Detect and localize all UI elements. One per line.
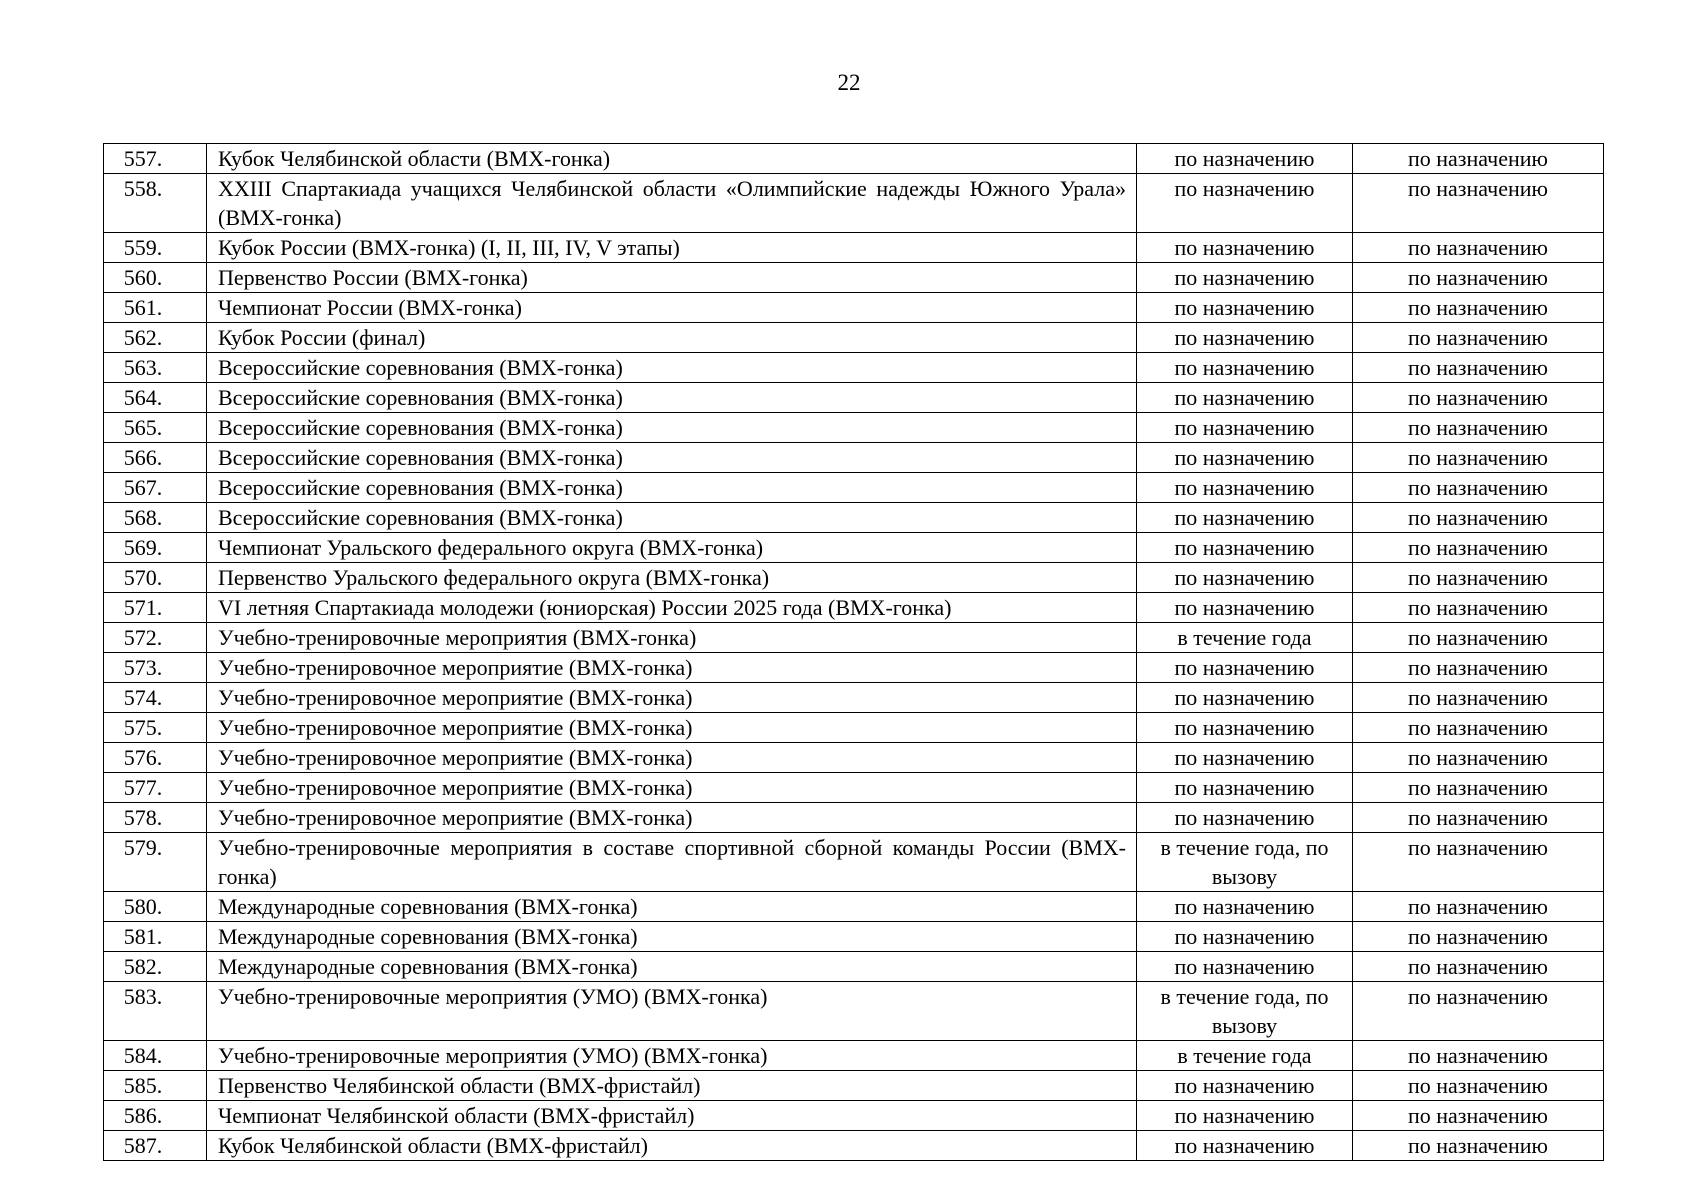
table-row (104, 533, 1604, 563)
event-name-cell: Кубок Челябинской области (ВМХ-гонка) (207, 144, 1137, 174)
event-name-cell: Учебно-тренировочное мероприятие (ВМХ-гонка) (207, 713, 1137, 743)
event-name-cell: Чемпионат Челябинской области (ВМХ-фристайл) (207, 1101, 1137, 1131)
row-number-cell: 580. (104, 892, 207, 922)
event-date-cell: по назначению (1137, 174, 1353, 233)
event-name-cell: Международные соревнования (ВМХ-гонка) (207, 892, 1137, 922)
table-row (104, 353, 1604, 383)
event-name-cell: Чемпионат Уральского федерального округа (ВМХ-гонка) (207, 533, 1137, 563)
row-number-cell: 566. (104, 443, 207, 473)
event-place-cell: по назначению (1353, 743, 1604, 773)
event-place-cell: по назначению (1353, 713, 1604, 743)
event-date-cell: по назначению (1137, 713, 1353, 743)
row-number-cell: 572. (104, 623, 207, 653)
event-date-cell: по назначению (1137, 323, 1353, 353)
table-row (104, 773, 1604, 803)
row-number-cell: 570. (104, 563, 207, 593)
event-name-cell: Всероссийские соревнования (ВМХ-гонка) (207, 413, 1137, 443)
event-name-cell: Международные соревнования (ВМХ-гонка) (207, 922, 1137, 952)
event-date-cell: по назначению (1137, 1071, 1353, 1101)
event-place-cell: по назначению (1353, 593, 1604, 623)
row-number-cell: 559. (104, 233, 207, 263)
event-place-cell: по назначению (1353, 1131, 1604, 1161)
event-date-cell: по назначению (1137, 413, 1353, 443)
event-date-cell: по назначению (1137, 593, 1353, 623)
row-number-cell: 562. (104, 323, 207, 353)
event-name-cell: Учебно-тренировочные мероприятия в составе спортивной сборной команды России (ВМХ-гонка) (207, 833, 1137, 892)
event-place-cell: по назначению (1353, 982, 1604, 1041)
event-date-cell: по назначению (1137, 383, 1353, 413)
table-row (104, 383, 1604, 413)
event-date-cell: в течение года (1137, 1041, 1353, 1071)
event-place-cell: по назначению (1353, 892, 1604, 922)
table-row (104, 892, 1604, 922)
event-date-cell: по назначению (1137, 743, 1353, 773)
row-number-cell: 574. (104, 683, 207, 713)
page-number: 22 (837, 70, 861, 95)
table-row (104, 323, 1604, 353)
event-name-cell: Всероссийские соревнования (ВМХ-гонка) (207, 383, 1137, 413)
table-row (104, 263, 1604, 293)
event-name-cell: Учебно-тренировочные мероприятия (УМО) (ВМХ-гонка) (207, 1041, 1137, 1071)
event-name-cell: Международные соревнования (ВМХ-гонка) (207, 952, 1137, 982)
row-number-cell: 585. (104, 1071, 207, 1101)
table-row (104, 1101, 1604, 1131)
row-number-cell: 578. (104, 803, 207, 833)
table-row (104, 233, 1604, 263)
event-place-cell: по назначению (1353, 653, 1604, 683)
row-number-cell: 560. (104, 263, 207, 293)
table-row (104, 174, 1604, 233)
event-place-cell: по назначению (1353, 563, 1604, 593)
event-place-cell: по назначению (1353, 952, 1604, 982)
table-row (104, 623, 1604, 653)
event-place-cell: по назначению (1353, 503, 1604, 533)
event-date-cell: по назначению (1137, 653, 1353, 683)
row-number-cell: 587. (104, 1131, 207, 1161)
event-place-cell: по назначению (1353, 833, 1604, 892)
row-number-cell: 561. (104, 293, 207, 323)
event-name-cell: Чемпионат России (ВМХ-гонка) (207, 293, 1137, 323)
event-place-cell: по назначению (1353, 1041, 1604, 1071)
event-date-cell: по назначению (1137, 144, 1353, 174)
row-number-cell: 582. (104, 952, 207, 982)
row-number-cell: 565. (104, 413, 207, 443)
event-date-cell: по назначению (1137, 1131, 1353, 1161)
table-row (104, 413, 1604, 443)
event-place-cell: по назначению (1353, 922, 1604, 952)
event-date-cell: по назначению (1137, 503, 1353, 533)
row-number-cell: 576. (104, 743, 207, 773)
event-place-cell: по назначению (1353, 383, 1604, 413)
event-name-cell: Первенство Челябинской области (ВМХ-фристайл) (207, 1071, 1137, 1101)
row-number-cell: 581. (104, 922, 207, 952)
table-row (104, 144, 1604, 174)
event-name-cell: Учебно-тренировочные мероприятия (УМО) (ВМХ-гонка) (207, 982, 1137, 1041)
event-name-cell: XXIII Спартакиада учащихся Челябинской области «Олимпийские надежды Южного Урала» (ВМХ-гонка) (207, 174, 1137, 233)
event-date-cell: по назначению (1137, 773, 1353, 803)
event-date-cell: по назначению (1137, 683, 1353, 713)
event-place-cell: по назначению (1353, 623, 1604, 653)
event-date-cell: в течение года, по вызову (1137, 833, 1353, 892)
table-row (104, 922, 1604, 952)
row-number-cell: 567. (104, 473, 207, 503)
table-row (104, 593, 1604, 623)
event-name-cell: Всероссийские соревнования (ВМХ-гонка) (207, 503, 1137, 533)
event-date-cell: в течение года (1137, 623, 1353, 653)
row-number-cell: 571. (104, 593, 207, 623)
event-date-cell: по назначению (1137, 563, 1353, 593)
table-row (104, 743, 1604, 773)
row-number-cell: 575. (104, 713, 207, 743)
table-row (104, 833, 1604, 892)
event-name-cell: Учебно-тренировочное мероприятие (ВМХ-гонка) (207, 743, 1137, 773)
event-place-cell: по назначению (1353, 1101, 1604, 1131)
row-number-cell: 558. (104, 174, 207, 233)
event-place-cell: по назначению (1353, 144, 1604, 174)
row-number-cell: 568. (104, 503, 207, 533)
row-number-cell: 569. (104, 533, 207, 563)
event-name-cell: Первенство Уральского федерального округа (ВМХ-гонка) (207, 563, 1137, 593)
table-row (104, 982, 1604, 1041)
event-place-cell: по назначению (1353, 683, 1604, 713)
event-name-cell: Всероссийские соревнования (ВМХ-гонка) (207, 473, 1137, 503)
table-row (104, 803, 1604, 833)
table-row (104, 1041, 1604, 1071)
event-date-cell: по назначению (1137, 473, 1353, 503)
event-place-cell: по назначению (1353, 533, 1604, 563)
table-row (104, 1131, 1604, 1161)
table-row (104, 1071, 1604, 1101)
event-name-cell: Учебно-тренировочное мероприятие (ВМХ-гонка) (207, 803, 1137, 833)
row-number-cell: 577. (104, 773, 207, 803)
event-date-cell: по назначению (1137, 293, 1353, 323)
event-name-cell: Учебно-тренировочное мероприятие (ВМХ-гонка) (207, 683, 1137, 713)
table-row (104, 563, 1604, 593)
table-row (104, 443, 1604, 473)
table-row (104, 503, 1604, 533)
event-name-cell: Учебно-тренировочные мероприятия (ВМХ-гонка) (207, 623, 1137, 653)
event-place-cell: по назначению (1353, 443, 1604, 473)
event-date-cell: по назначению (1137, 353, 1353, 383)
event-name-cell: VI летняя Спартакиада молодежи (юниорская) России 2025 года (ВМХ-гонка) (207, 593, 1137, 623)
events-table-body (104, 144, 1604, 1161)
row-number-cell: 584. (104, 1041, 207, 1071)
row-number-cell: 573. (104, 653, 207, 683)
event-date-cell: по назначению (1137, 233, 1353, 263)
event-date-cell: по назначению (1137, 443, 1353, 473)
event-date-cell: по назначению (1137, 1101, 1353, 1131)
event-place-cell: по назначению (1353, 263, 1604, 293)
event-name-cell: Кубок Челябинской области (ВМХ-фристайл) (207, 1131, 1137, 1161)
row-number-cell: 579. (104, 833, 207, 892)
event-place-cell: по назначению (1353, 353, 1604, 383)
event-place-cell: по назначению (1353, 323, 1604, 353)
event-place-cell: по назначению (1353, 473, 1604, 503)
event-date-cell: по назначению (1137, 952, 1353, 982)
event-date-cell: по назначению (1137, 892, 1353, 922)
event-name-cell: Всероссийские соревнования (ВМХ-гонка) (207, 443, 1137, 473)
event-date-cell: в течение года, по вызову (1137, 982, 1353, 1041)
table-row (104, 293, 1604, 323)
table-row (104, 713, 1604, 743)
event-date-cell: по назначению (1137, 922, 1353, 952)
event-place-cell: по назначению (1353, 174, 1604, 233)
table-row (104, 683, 1604, 713)
events-table (103, 143, 1604, 1161)
event-name-cell: Всероссийские соревнования (ВМХ-гонка) (207, 353, 1137, 383)
row-number-cell: 557. (104, 144, 207, 174)
row-number-cell: 586. (104, 1101, 207, 1131)
event-date-cell: по назначению (1137, 533, 1353, 563)
event-place-cell: по назначению (1353, 803, 1604, 833)
row-number-cell: 563. (104, 353, 207, 383)
event-place-cell: по назначению (1353, 413, 1604, 443)
event-name-cell: Кубок России (ВМХ-гонка) (I, II, III, IV, V этапы) (207, 233, 1137, 263)
event-date-cell: по назначению (1137, 803, 1353, 833)
event-name-cell: Кубок России (финал) (207, 323, 1137, 353)
event-place-cell: по назначению (1353, 773, 1604, 803)
event-name-cell: Учебно-тренировочное мероприятие (ВМХ-гонка) (207, 653, 1137, 683)
table-row (104, 952, 1604, 982)
event-name-cell: Первенство России (ВМХ-гонка) (207, 263, 1137, 293)
event-date-cell: по назначению (1137, 263, 1353, 293)
event-place-cell: по назначению (1353, 293, 1604, 323)
event-name-cell: Учебно-тренировочное мероприятие (ВМХ-гонка) (207, 773, 1137, 803)
table-row (104, 653, 1604, 683)
row-number-cell: 583. (104, 982, 207, 1041)
table-row (104, 473, 1604, 503)
event-place-cell: по назначению (1353, 1071, 1604, 1101)
row-number-cell: 564. (104, 383, 207, 413)
event-place-cell: по назначению (1353, 233, 1604, 263)
